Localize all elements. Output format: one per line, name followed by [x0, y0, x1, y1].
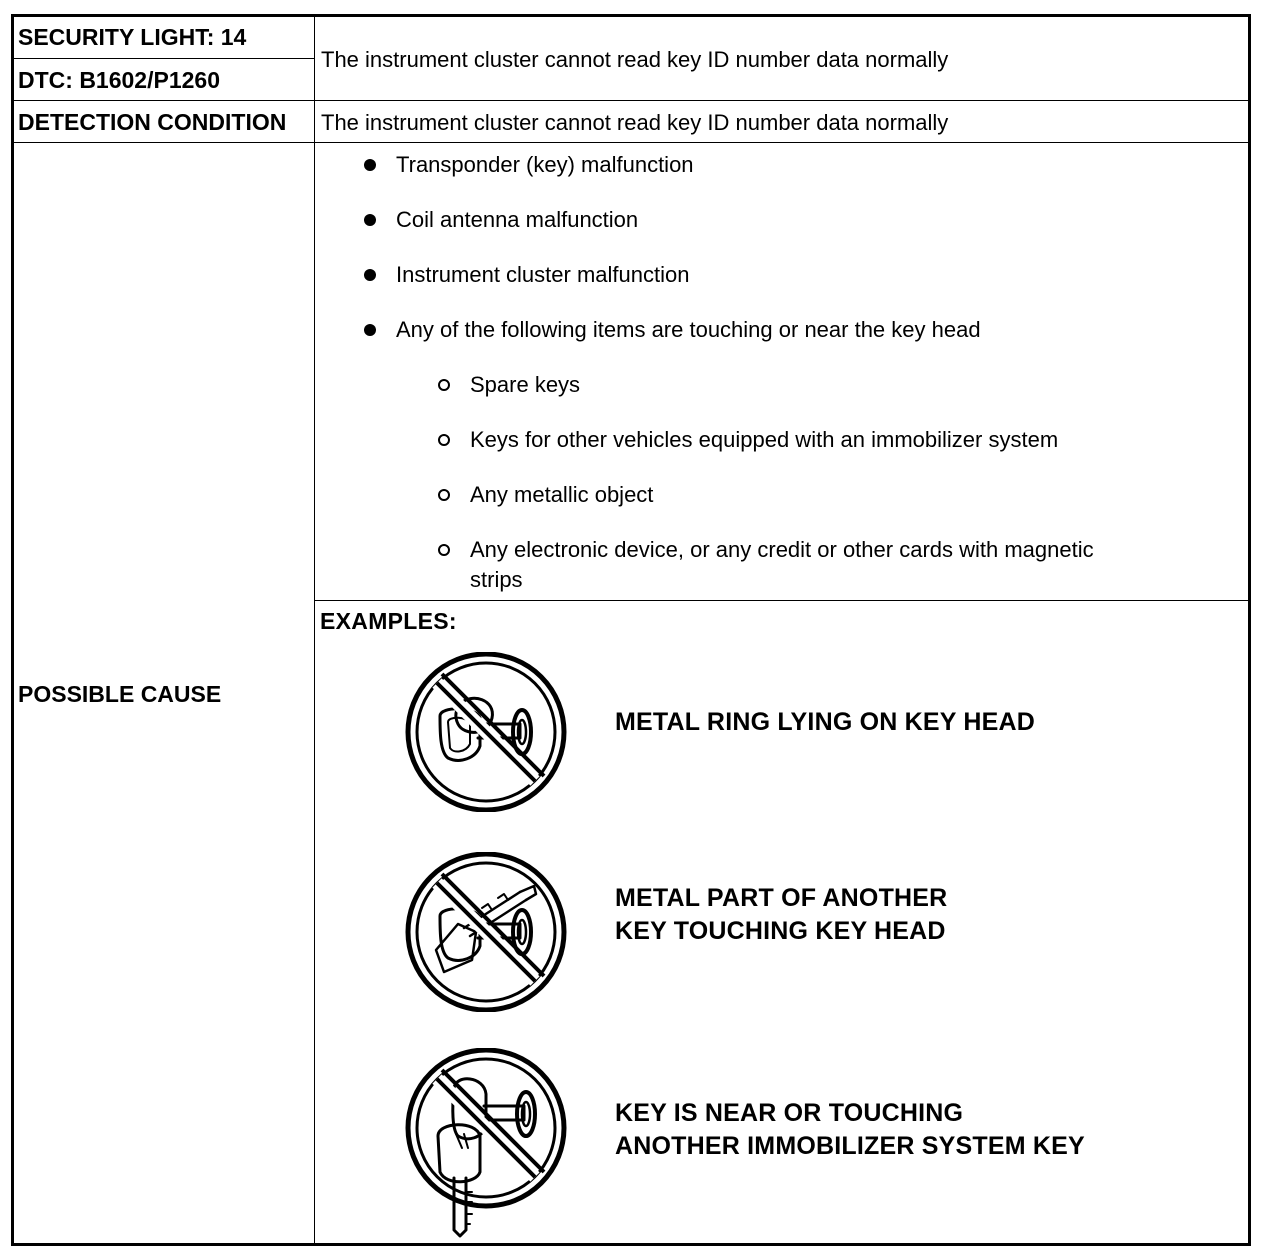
example-caption-line: ANOTHER IMMOBILIZER SYSTEM KEY [615, 1132, 1085, 1160]
cause-item: Any of the following items are touching or near the key head [396, 317, 981, 342]
examples-title: EXAMPLES: [320, 608, 457, 634]
security-light-label: SECURITY LIGHT: 14 [18, 24, 247, 50]
example-caption [615, 706, 1035, 739]
example-caption-line: METAL PART OF ANOTHER [615, 884, 948, 912]
example-caption-line: KEY IS NEAR OR TOUCHING [615, 1099, 964, 1127]
column-divider [314, 16, 315, 1244]
detection-condition-text: The instrument cluster cannot read key ID number data normally [321, 110, 949, 135]
row-divider-security [13, 58, 314, 59]
bullet-icon [364, 214, 376, 226]
possible-cause-label: POSSIBLE CAUSE [18, 681, 222, 707]
diagnostic-table [11, 14, 1251, 1246]
ring-bullet-icon [438, 434, 450, 446]
dtc-label: DTC: B1602/P1260 [18, 67, 220, 93]
example-caption-line: KEY TOUCHING KEY HEAD [615, 917, 946, 945]
no-key-touching-icon [400, 852, 572, 1012]
ring-bullet-icon [438, 379, 450, 391]
example-caption-line: METAL RING LYING ON KEY HEAD [615, 708, 1036, 736]
cause-item: Coil antenna malfunction [396, 207, 639, 232]
sub-cause-item: Any electronic device, or any credit or other cards with magnetic [470, 537, 1094, 562]
bullet-icon [364, 159, 376, 171]
cause-item: Instrument cluster malfunction [396, 262, 690, 287]
bullet-icon [364, 324, 376, 336]
dtc-description: The instrument cluster cannot read key ID number data normally [321, 47, 949, 72]
detection-condition-label: DETECTION CONDITION [18, 109, 287, 135]
cause-item: Transponder (key) malfunction [396, 152, 694, 177]
bullet-icon [364, 269, 376, 281]
example-caption [615, 1097, 1085, 1163]
sub-cause-item-continued: strips [470, 567, 523, 592]
example-caption [615, 882, 947, 948]
no-two-keys-icon [400, 1048, 572, 1242]
ring-bullet-icon [438, 489, 450, 501]
no-metal-ring-icon [400, 652, 572, 812]
row-divider-examples [314, 600, 1249, 601]
row-divider-dtc [13, 100, 1249, 101]
sub-cause-item: Spare keys [470, 372, 581, 397]
row-divider-detection [13, 142, 1249, 143]
sub-cause-item: Any metallic object [470, 482, 654, 507]
sub-cause-item: Keys for other vehicles equipped with an immobilizer system [470, 427, 1059, 452]
ring-bullet-icon [438, 544, 450, 556]
